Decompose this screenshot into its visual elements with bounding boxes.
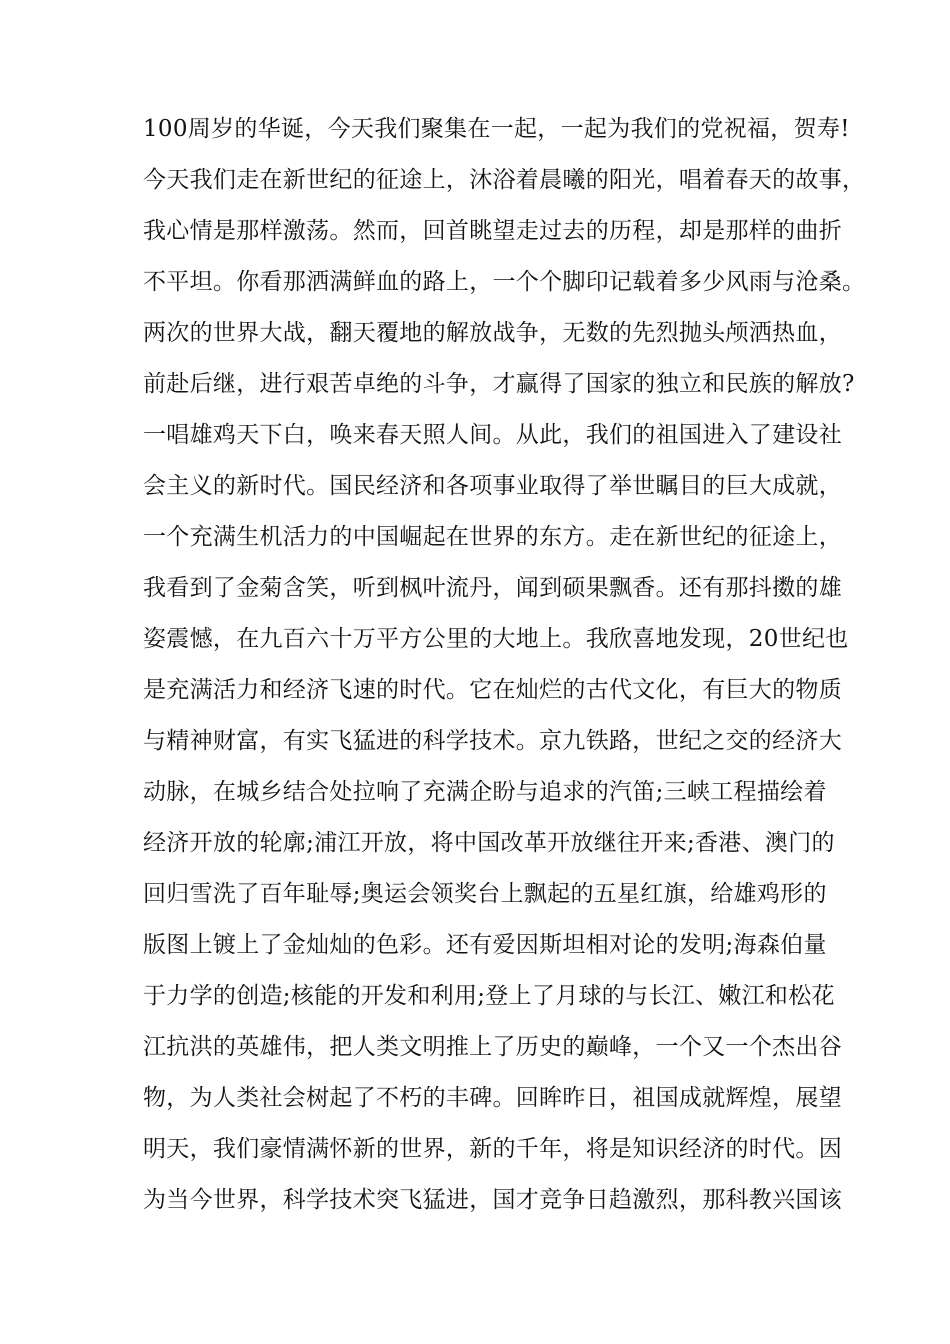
text-line: 是充满活力和经济飞速的时代。它在灿烂的古代文化，有巨大的物质 xyxy=(143,677,842,703)
text-line: 我心情是那样激荡。然而，回首眺望走过去的历程，却是那样的曲折 xyxy=(143,218,842,244)
text-line: 一唱雄鸡天下白，唤来春天照人间。从此，我们的祖国进入了建设社 xyxy=(143,422,842,448)
text-line: 回归雪洗了百年耻辱;奥运会领奖台上飘起的五星红旗，给雄鸡形的 xyxy=(143,881,827,907)
text-line: 江抗洪的英雄伟，把人类文明推上了历史的巅峰，一个又一个杰出谷 xyxy=(143,1034,842,1060)
text-line: 动脉，在城乡结合处拉响了充满企盼与追求的汽笛;三峡工程描绘着 xyxy=(143,779,827,805)
text-line: 一个充满生机活力的中国崛起在世界的东方。走在新世纪的征途上， xyxy=(143,524,842,550)
text-line: 会主义的新时代。国民经济和各项事业取得了举世瞩目的巨大成就， xyxy=(143,473,842,499)
text-line: 两次的世界大战，翻天覆地的解放战争，无数的先烈抛头颅洒热血， xyxy=(143,320,842,346)
text-line: 于力学的创造;核能的开发和利用;登上了月球的与长江、嫩江和松花 xyxy=(143,983,835,1009)
text-line: 物，为人类社会树起了不朽的丰碑。回眸昨日，祖国成就辉煌，展望 xyxy=(143,1085,842,1111)
text-line: 不平坦。你看那洒满鲜血的路上，一个个脚印记载着多少风雨与沧桑。 xyxy=(143,269,866,295)
text-line: 姿震憾，在九百六十万平方公里的大地上。我欣喜地发现，20世纪也 xyxy=(143,626,849,652)
text-line: 今天我们走在新世纪的征途上，沐浴着晨曦的阳光，唱着春天的故事， xyxy=(143,167,866,193)
text-line: 经济开放的轮廓;浦江开放，将中国改革开放继往开来;香港、澳门的 xyxy=(143,830,835,856)
body-text xyxy=(143,104,866,1226)
text-line: 为当今世界，科学技术突飞猛进，国才竞争日趋激烈，那科教兴国该 xyxy=(143,1187,842,1213)
text-line: 100周岁的华诞，今天我们聚集在一起，一起为我们的党祝福，贺寿! xyxy=(143,116,850,142)
text-line: 前赴后继，进行艰苦卓绝的斗争，才赢得了国家的独立和民族的解放? xyxy=(143,371,855,397)
text-line: 我看到了金菊含笑，听到枫叶流丹，闻到硕果飘香。还有那抖擞的雄 xyxy=(143,575,842,601)
text-line: 版图上镀上了金灿灿的色彩。还有爱因斯坦相对论的发明;海森伯量 xyxy=(143,932,827,958)
text-line: 明天，我们豪情满怀新的世界，新的千年，将是知识经济的时代。因 xyxy=(143,1136,842,1162)
text-line: 与精神财富，有实飞猛进的科学技术。京九铁路，世纪之交的经济大 xyxy=(143,728,842,754)
